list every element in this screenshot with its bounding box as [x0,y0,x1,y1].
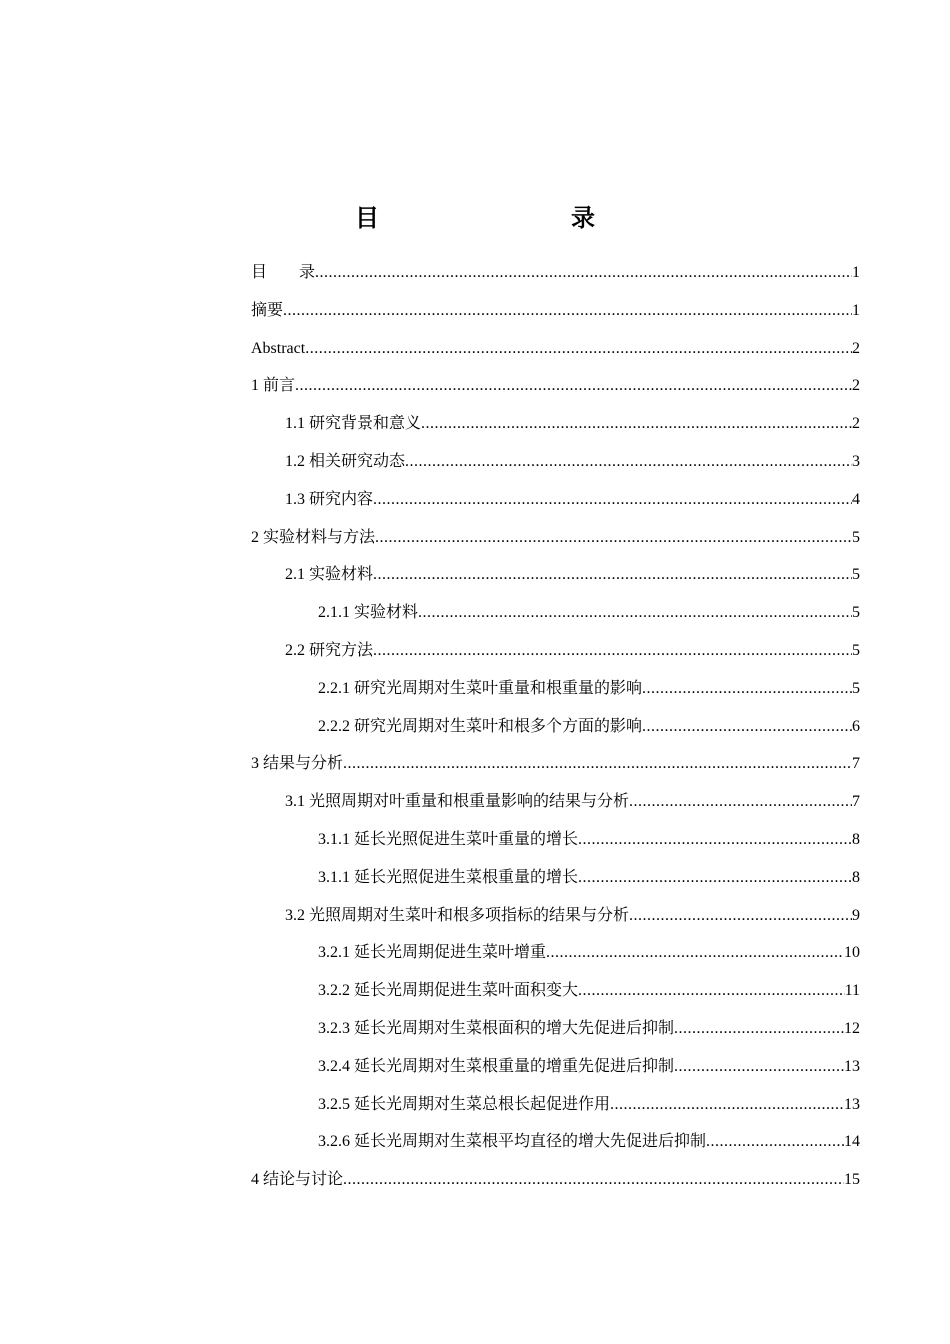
toc-entry-label: 3.1.1 延长光照促进生菜叶重量的增长 [318,830,579,848]
toc-entry[interactable] [251,632,860,670]
toc-entry-label: 2 实验材料与方法 [251,528,376,546]
toc-entry-label: 3.1 光照周期对叶重量和根重量影响的结果与分析 [285,793,630,811]
toc-page-number: 5 [852,528,860,546]
toc-entry[interactable] [251,443,860,481]
toc-entry-label: 1.2 相关研究动态 [285,452,406,470]
toc-entry[interactable] [251,481,860,519]
toc-leader-dots [343,745,852,783]
toc-page-number: 8 [852,830,860,848]
toc-entry-label: 3 结果与分析 [251,755,344,773]
toc-leader-dots [578,972,845,1010]
toc-page-number: 8 [852,868,860,886]
toc-entry[interactable] [251,519,860,557]
toc-leader-dots [315,254,852,292]
toc-leader-dots [305,330,852,368]
toc-page-number: 7 [852,755,860,773]
toc-page-number: 13 [844,1057,860,1075]
toc-entry[interactable] [251,1123,860,1161]
toc-leader-dots [295,367,852,405]
toc-page-number: 15 [844,1171,860,1189]
toc-entry[interactable] [251,972,860,1010]
toc-leader-dots [578,821,852,859]
toc-page-number: 1 [852,264,860,281]
toc-leader-dots [343,1161,844,1199]
toc-entry[interactable] [251,745,860,783]
toc-entry[interactable] [251,1010,860,1048]
toc-entry-label: 1.3 研究内容 [285,490,374,508]
toc-entry[interactable] [251,556,860,594]
toc-leader-dots [642,670,852,708]
toc-entry[interactable] [251,594,860,632]
toc-entry-label: 2.1.1 实验材料 [318,604,419,622]
toc-entry[interactable] [251,1086,860,1124]
toc-leader-dots [373,632,852,670]
toc-entry-label: 3.2.3 延长光周期对生菜根面积的增大先促进后抑制 [318,1019,675,1037]
toc-page-number: 5 [852,604,860,622]
toc-leader-dots [674,1048,844,1086]
toc-entry-label: Abstract [251,339,306,357]
toc-leader-dots [546,934,844,972]
toc-entry[interactable] [251,859,860,897]
toc-leader-dots [629,897,852,935]
toc-entry[interactable] [251,367,860,405]
toc-entry-label: 3.2.2 延长光周期促进生菜叶面积变大 [318,982,579,1000]
toc-entry-label: 3.2.4 延长光周期对生菜根重量的增重先促进后抑制 [318,1057,675,1075]
toc-entry[interactable] [251,708,860,746]
toc-page-number: 12 [844,1019,860,1037]
toc-entry-label: 3.1.1 延长光照促进生菜根重量的增长 [318,868,579,886]
toc-entry-label: 4 结论与讨论 [251,1171,344,1189]
toc-entry[interactable] [251,934,860,972]
toc-page-number: 5 [852,679,860,697]
toc-page-number: 14 [844,1133,860,1151]
toc-entry-label: 3.2.1 延长光周期促进生菜叶增重 [318,944,547,962]
toc-page-number: 2 [852,377,860,395]
toc-entry-label: 3.2 光照周期对生菜叶和根多项指标的结果与分析 [285,906,630,924]
toc-entry-label: 2.2.2 研究光周期对生菜叶和根多个方面的影响 [318,717,643,735]
toc-leader-dots [373,556,852,594]
toc-leader-dots [421,405,852,443]
toc-leader-dots [642,708,852,746]
table-of-contents [251,254,860,1199]
toc-leader-dots [373,481,852,519]
toc-entry-label: 2.2 研究方法 [285,641,374,659]
toc-page-number: 4 [852,490,860,508]
toc-entry[interactable] [251,405,860,443]
toc-page-number: 2 [852,415,860,433]
toc-entry[interactable] [251,330,860,368]
toc-leader-dots [578,859,852,897]
toc-page-number: 2 [852,339,860,357]
toc-leader-dots [629,783,852,821]
toc-leader-dots [674,1010,844,1048]
toc-entry-label: 目 录 [251,264,316,281]
page-title: 目 录 [355,204,643,232]
toc-page-number: 3 [852,452,860,470]
toc-entry[interactable] [251,897,860,935]
toc-page-number: 7 [852,793,860,811]
toc-entry[interactable] [251,254,860,292]
toc-leader-dots [610,1086,844,1124]
toc-entry-label: 3.2.6 延长光周期对生菜根平均直径的增大先促进后抑制 [318,1133,707,1151]
toc-leader-dots [405,443,852,481]
toc-entry-label: 3.2.5 延长光周期对生菜总根长起促进作用 [318,1095,611,1113]
toc-entry[interactable] [251,1048,860,1086]
toc-entry[interactable] [251,1161,860,1199]
toc-entry[interactable] [251,292,860,330]
toc-leader-dots [706,1123,844,1161]
toc-page-number: 5 [852,566,860,584]
toc-entry-label: 1.1 研究背景和意义 [285,415,422,433]
toc-page-number: 11 [844,982,860,1000]
toc-entry-label: 2.1 实验材料 [285,566,374,584]
toc-entry[interactable] [251,783,860,821]
toc-leader-dots [375,519,852,557]
toc-leader-dots [418,594,852,632]
toc-leader-dots [283,292,852,330]
toc-page-number: 1 [852,301,860,319]
toc-entry-label: 1 前言 [251,377,296,395]
toc-entry[interactable] [251,670,860,708]
toc-entry-label: 摘要 [251,301,284,319]
toc-page-number: 13 [844,1095,860,1113]
toc-entry[interactable] [251,821,860,859]
toc-page-number: 9 [852,906,860,924]
toc-page-number: 6 [852,717,860,735]
toc-page-number: 10 [844,944,860,962]
toc-entry-label: 2.2.1 研究光周期对生菜叶重量和根重量的影响 [318,679,643,697]
toc-page-number: 5 [852,641,860,659]
